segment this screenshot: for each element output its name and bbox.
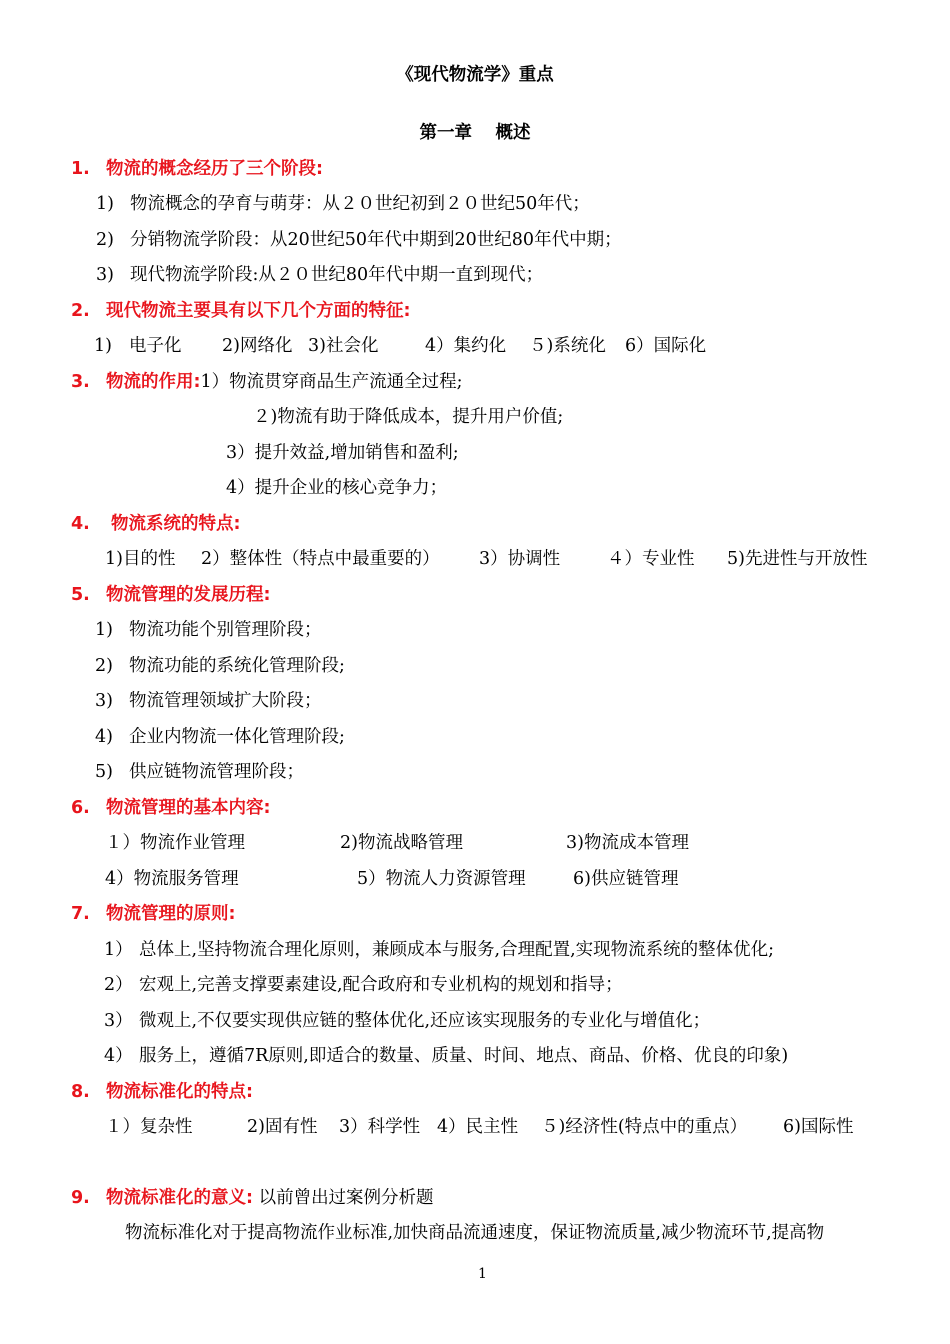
item-number: 1）	[104, 940, 133, 960]
item-number: 5)	[95, 762, 113, 782]
list-item	[95, 654, 345, 678]
item-text: 物流管理领域扩大阶段；	[129, 691, 322, 711]
item-text: 物流功能个别管理阶段；	[129, 620, 322, 640]
content-item: 2)物流战略管理	[340, 833, 463, 853]
section-heading	[71, 1186, 434, 1210]
item-number: 3)	[95, 691, 113, 711]
section-number: 9.	[71, 1188, 90, 1208]
feature-line	[105, 547, 867, 571]
section-number: 1.	[71, 159, 90, 179]
feature-item: 2)固有性	[247, 1117, 318, 1137]
item-text: 现代物流学阶段:从２０世纪80年代中期一直到现代；	[130, 265, 544, 285]
feature-item: 2）整体性（特点中最重要的）	[201, 549, 440, 569]
document-title: 《现代物流学》重点	[396, 65, 554, 85]
content-item: 5）物流人力资源管理	[357, 869, 526, 889]
section-heading	[71, 512, 241, 536]
section-inline-text: 1）物流贯穿商品生产流通全过程;	[200, 372, 463, 392]
list-item	[96, 228, 622, 252]
list-item	[104, 1044, 788, 1068]
section-title: 物流的作用:	[106, 372, 201, 392]
section-heading	[71, 157, 323, 181]
item-text: 分销物流学阶段：从20世纪50年代中期到20世纪80年代中期；	[130, 230, 622, 250]
item-text: 物流功能的系统化管理阶段;	[129, 656, 345, 676]
section-title: 物流管理的基本内容:	[106, 798, 271, 818]
section-heading	[71, 583, 271, 607]
list-item	[95, 725, 345, 749]
item-text: 物流概念的孕育与萌芽：从２０世纪初到２０世纪50年代；	[130, 194, 590, 214]
item-number: 2)	[96, 230, 114, 250]
feature-item: 6)国际性	[783, 1117, 854, 1137]
section-title: 现代物流主要具有以下几个方面的特征:	[106, 301, 411, 321]
section-title: 物流管理的发展历程:	[106, 585, 271, 605]
content-item: 4）物流服务管理	[105, 869, 239, 889]
section-number: 2.	[71, 301, 90, 321]
item-text: 微观上,不仅要实现供应链的整体优化,还应该实现服务的专业化与增值化；	[139, 1011, 711, 1031]
section-title: 物流标准化的意义:	[106, 1188, 253, 1208]
feature-item: 1)目的性	[105, 549, 176, 569]
item-number: 3）	[104, 1011, 133, 1031]
list-item: 3）提升效益,增加销售和盈利;	[226, 443, 459, 463]
feature-item: 6）国际化	[625, 336, 707, 356]
feature-line	[105, 1115, 853, 1139]
section-heading	[71, 370, 463, 394]
section-number: 4.	[71, 514, 90, 534]
section-number: 8.	[71, 1082, 90, 1102]
section-heading	[71, 1080, 253, 1104]
feature-item: 1)	[94, 336, 112, 356]
feature-item: 电子化	[129, 336, 182, 356]
feature-item: 3）协调性	[479, 549, 561, 569]
section-heading	[71, 299, 411, 323]
section-title: 物流管理的原则:	[106, 904, 236, 924]
item-text: 服务上，遵循7R原则,即适合的数量、质量、时间、地点、商品、价格、优良的印象)	[139, 1046, 789, 1066]
list-item: 4）提升企业的核心竞争力；	[226, 478, 448, 498]
content-item: １）物流作业管理	[105, 833, 245, 853]
item-text: 宏观上,完善支撑要素建设,配合政府和专业机构的规划和指导；	[139, 975, 623, 995]
feature-item: ５)经济性(特点中的重点）	[541, 1117, 748, 1137]
list-item	[96, 263, 543, 287]
section-heading	[71, 902, 236, 926]
list-item: ２)物流有助于降低成本，提升用户价值;	[253, 407, 564, 427]
feature-item: 2)网络化	[222, 336, 293, 356]
list-item	[104, 973, 623, 997]
section-number: 7.	[71, 904, 90, 924]
item-text: 总体上,坚持物流合理化原则，兼顾成本与服务,合理配置,实现物流系统的整体优化;	[139, 940, 775, 960]
list-item	[104, 1009, 710, 1033]
paragraph: 物流标准化对于提高物流作业标准,加快商品流通速度，保证物流质量,减少物流环节,提高物	[125, 1223, 825, 1243]
chapter-heading: 第一章 概述	[419, 123, 531, 143]
content-row	[105, 867, 678, 891]
feature-item: ４）专业性	[607, 549, 695, 569]
list-item	[95, 689, 322, 713]
item-number: 1)	[95, 620, 113, 640]
section-inline-text: 以前曾出过案例分析题	[253, 1188, 434, 1208]
feature-item: ５)系统化	[529, 336, 606, 356]
feature-item: 4）民主性	[437, 1117, 519, 1137]
item-number: 1)	[96, 194, 114, 214]
list-item	[104, 938, 774, 962]
item-text: 企业内物流一体化管理阶段;	[129, 727, 345, 747]
feature-item: 5)先进性与开放性	[727, 549, 868, 569]
item-text: 供应链物流管理阶段；	[129, 762, 304, 782]
item-number: 2)	[95, 656, 113, 676]
feature-line	[94, 334, 706, 358]
item-number: 3)	[96, 265, 114, 285]
item-number: 4）	[104, 1046, 133, 1066]
section-number: 5.	[71, 585, 90, 605]
feature-item: 4）集约化	[425, 336, 507, 356]
content-item: 3)物流成本管理	[566, 833, 689, 853]
section-number: 3.	[71, 372, 90, 392]
page-number: 1	[478, 1266, 487, 1282]
item-number: 2）	[104, 975, 133, 995]
item-number: 4)	[95, 727, 113, 747]
list-item	[96, 192, 590, 216]
feature-item: 3）科学性	[339, 1117, 421, 1137]
section-title: 物流系统的特点:	[111, 514, 241, 534]
content-item: 6)供应链管理	[573, 869, 679, 889]
list-item	[95, 618, 322, 642]
section-number: 6.	[71, 798, 90, 818]
section-heading	[71, 796, 271, 820]
section-title: 物流标准化的特点:	[106, 1082, 253, 1102]
feature-item: 3)社会化	[308, 336, 379, 356]
section-title: 物流的概念经历了三个阶段:	[106, 159, 323, 179]
list-item	[95, 760, 304, 784]
content-row	[105, 831, 689, 855]
feature-item: １）复杂性	[105, 1117, 193, 1137]
